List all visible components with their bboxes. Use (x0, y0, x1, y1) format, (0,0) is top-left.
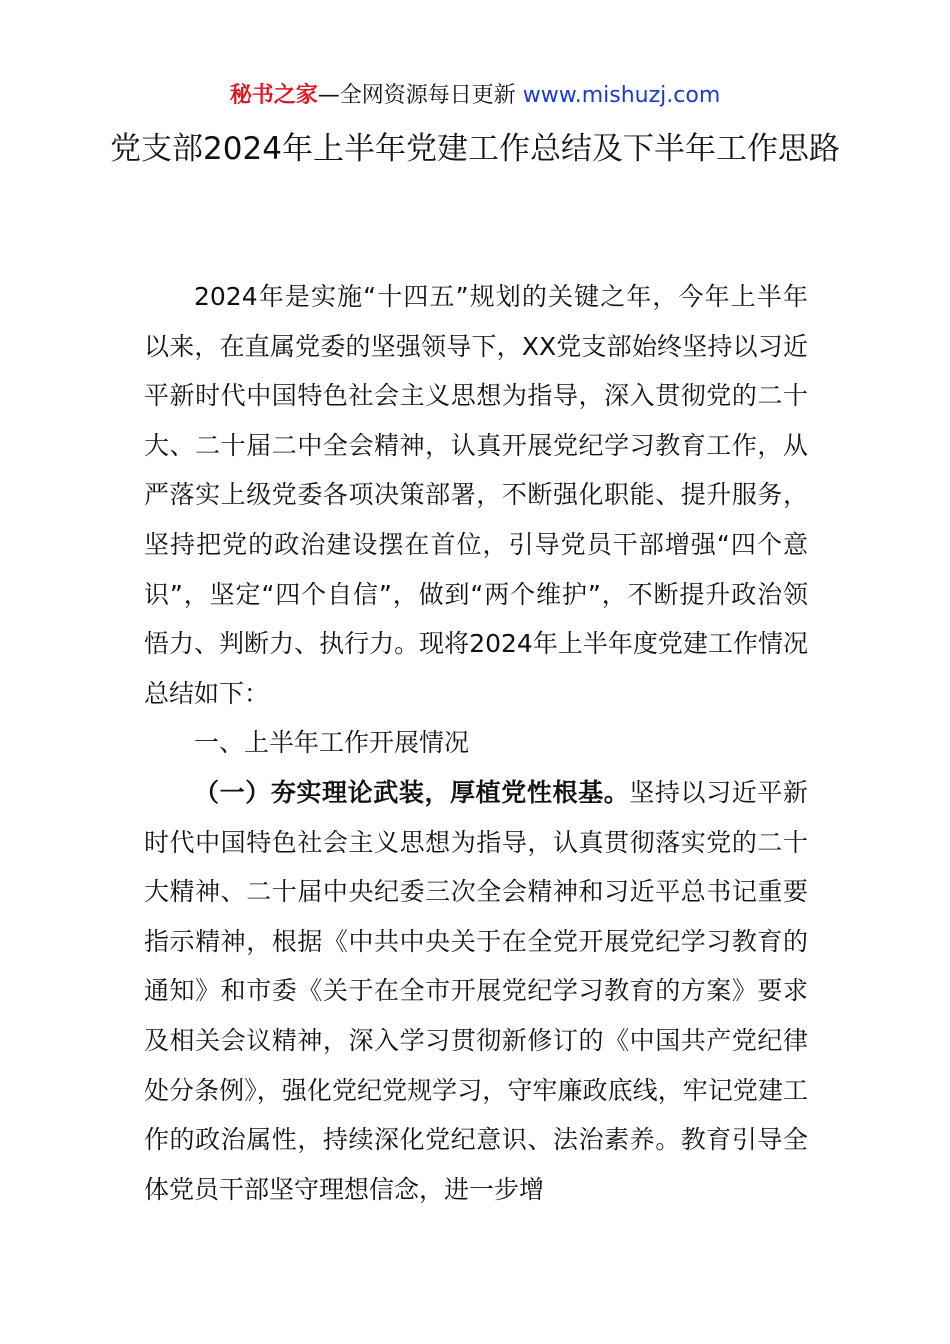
subsection-paragraph (144, 768, 808, 1214)
document-title: 党支部2024年上半年党建工作总结及下半年工作思路 (110, 131, 840, 167)
site-url-link[interactable]: www.mishuzj.com (522, 83, 721, 108)
site-tagline: —全网资源每日更新 (317, 83, 523, 108)
subsection-text: 坚持以习近平新时代中国特色社会主义思想为指导，认真贯彻落实党的二十大精神、二十届中央纪委三次全会精神和习近平总书记重要指示精神，根据《中共中央关于在全党开展党纪学习教育的通知》和市委《关于在全市开展党纪学习教育的方案》要求及相关会议精神，深入学习贯彻新修订的《中国共产党纪律处分条例》，强化党纪党规学习，守牢廉政底线，牢记党建工作的政治属性，持续深化党纪意识、法治素养。教育引导全体党员干部坚守理想信念，进一步增 (144, 777, 808, 1204)
site-header (0, 80, 950, 112)
intro-paragraph: 2024年是实施“十四五”规划的关键之年，今年上半年以来，在直属党委的坚强领导下，XX党支部始终坚持以习近平新时代中国特色社会主义思想为指导，深入贯彻党的二十大、二十届二中全会精神，认真开展党纪学习教育工作，从严落实上级党委各项决策部署，不断强化职能、提升服务，坚持把党的政治建设摆在首位，引导党员干部增强“四个意识”，坚定“四个自信”，做到“两个维护”，不断提升政治领悟力、判断力、执行力。现将2024年上半年度党建工作情况总结如下： (144, 282, 808, 708)
section-heading: 一、上半年工作开展情况 (194, 728, 470, 758)
subsection-heading: （一）夯实理论武装，厚植党性根基。 (194, 777, 630, 807)
site-name: 秘书之家 (229, 83, 318, 108)
document-body (144, 272, 808, 1214)
